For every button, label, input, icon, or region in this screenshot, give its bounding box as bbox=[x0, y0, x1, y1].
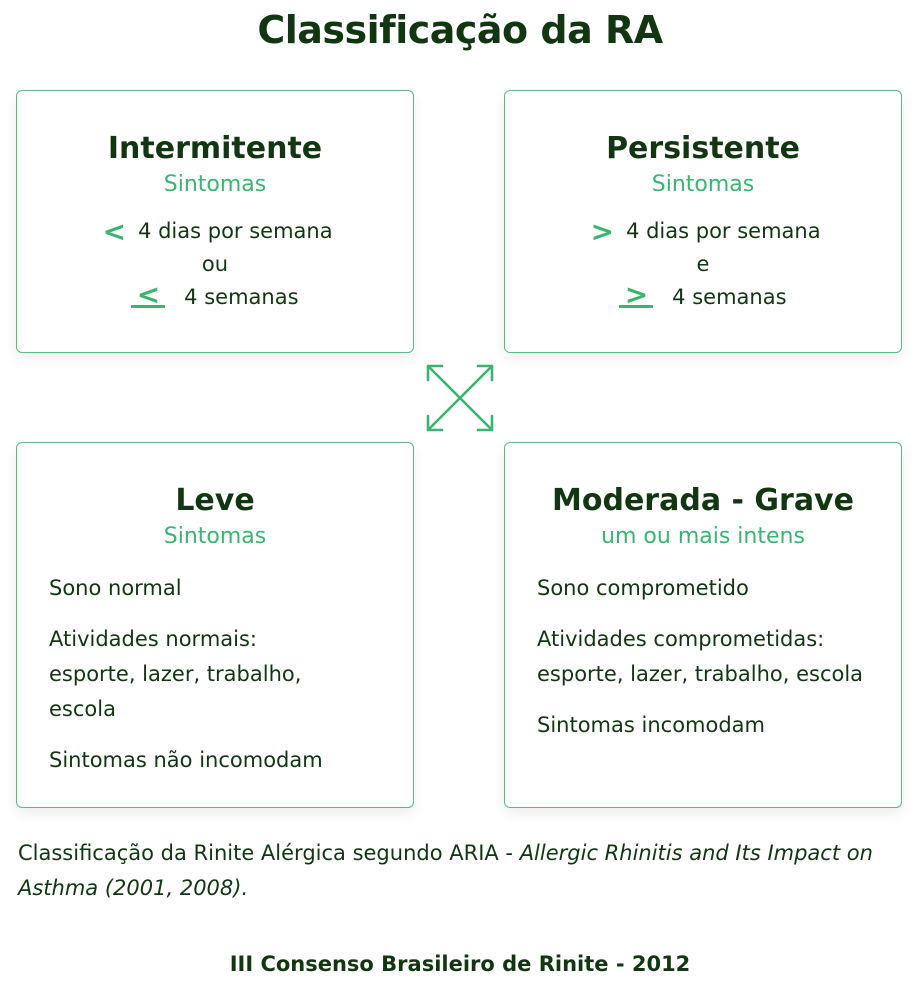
severity-item: Sono normal bbox=[49, 576, 182, 600]
card-leve bbox=[16, 442, 414, 808]
card-subtitle: Sintomas bbox=[163, 172, 267, 197]
criteria-line bbox=[17, 278, 413, 314]
criteria-text: 4 semanas bbox=[184, 285, 299, 309]
card-moderada-grave bbox=[504, 442, 902, 808]
card-subtitle: Sintomas bbox=[163, 524, 267, 549]
severity-item: Atividades comprometidas: esporte, lazer, trabalho, escola bbox=[537, 627, 864, 686]
less-than-symbol: < bbox=[102, 215, 127, 248]
greater-than-symbol: > bbox=[590, 215, 615, 248]
less-or-equal-symbol: < bbox=[131, 283, 165, 308]
severity-item: Sintomas incomodam bbox=[537, 713, 765, 737]
card-intermitente bbox=[16, 90, 414, 353]
source-footer: III Consenso Brasileiro de Rinite - 2012 bbox=[229, 952, 691, 976]
criteria-connector bbox=[17, 248, 413, 281]
criteria-text: 4 dias por semana bbox=[138, 219, 333, 243]
severity-list bbox=[505, 571, 901, 743]
page-title: Classificação da RA bbox=[257, 8, 663, 52]
greater-or-equal-symbol: > bbox=[619, 283, 653, 308]
card-title: Leve bbox=[175, 483, 255, 518]
severity-item: Sintomas não incomodam bbox=[49, 748, 323, 772]
caption-text: Classificação da Rinite Alérgica segundo ARIA - bbox=[18, 841, 520, 865]
connector-text: ou bbox=[201, 252, 229, 276]
caption-italic-text: Allergic Rhinitis and Its Impact on Asthma (2001, 2008). bbox=[18, 841, 873, 900]
four-way-arrows-icon bbox=[424, 362, 496, 434]
criteria-line bbox=[505, 278, 901, 314]
card-subtitle: Sintomas bbox=[651, 172, 755, 197]
card-title: Persistente bbox=[606, 131, 800, 166]
severity-list bbox=[17, 571, 413, 778]
connector-text: e bbox=[696, 252, 710, 276]
criteria-line bbox=[505, 215, 901, 248]
criteria-line bbox=[17, 215, 413, 248]
card-subtitle: um ou mais intens bbox=[601, 524, 805, 549]
criteria-list bbox=[505, 215, 901, 314]
criteria-text: 4 semanas bbox=[672, 285, 787, 309]
card-title: Moderada - Grave bbox=[552, 483, 854, 518]
severity-item: Atividades normais: esporte, lazer, trabalho, escola bbox=[49, 627, 302, 721]
figure-caption bbox=[18, 836, 898, 906]
criteria-connector bbox=[505, 248, 901, 281]
criteria-text: 4 dias por semana bbox=[626, 219, 821, 243]
card-persistente bbox=[504, 90, 902, 353]
card-title: Intermitente bbox=[107, 131, 323, 166]
severity-item: Sono comprometido bbox=[537, 576, 749, 600]
criteria-list bbox=[17, 215, 413, 314]
